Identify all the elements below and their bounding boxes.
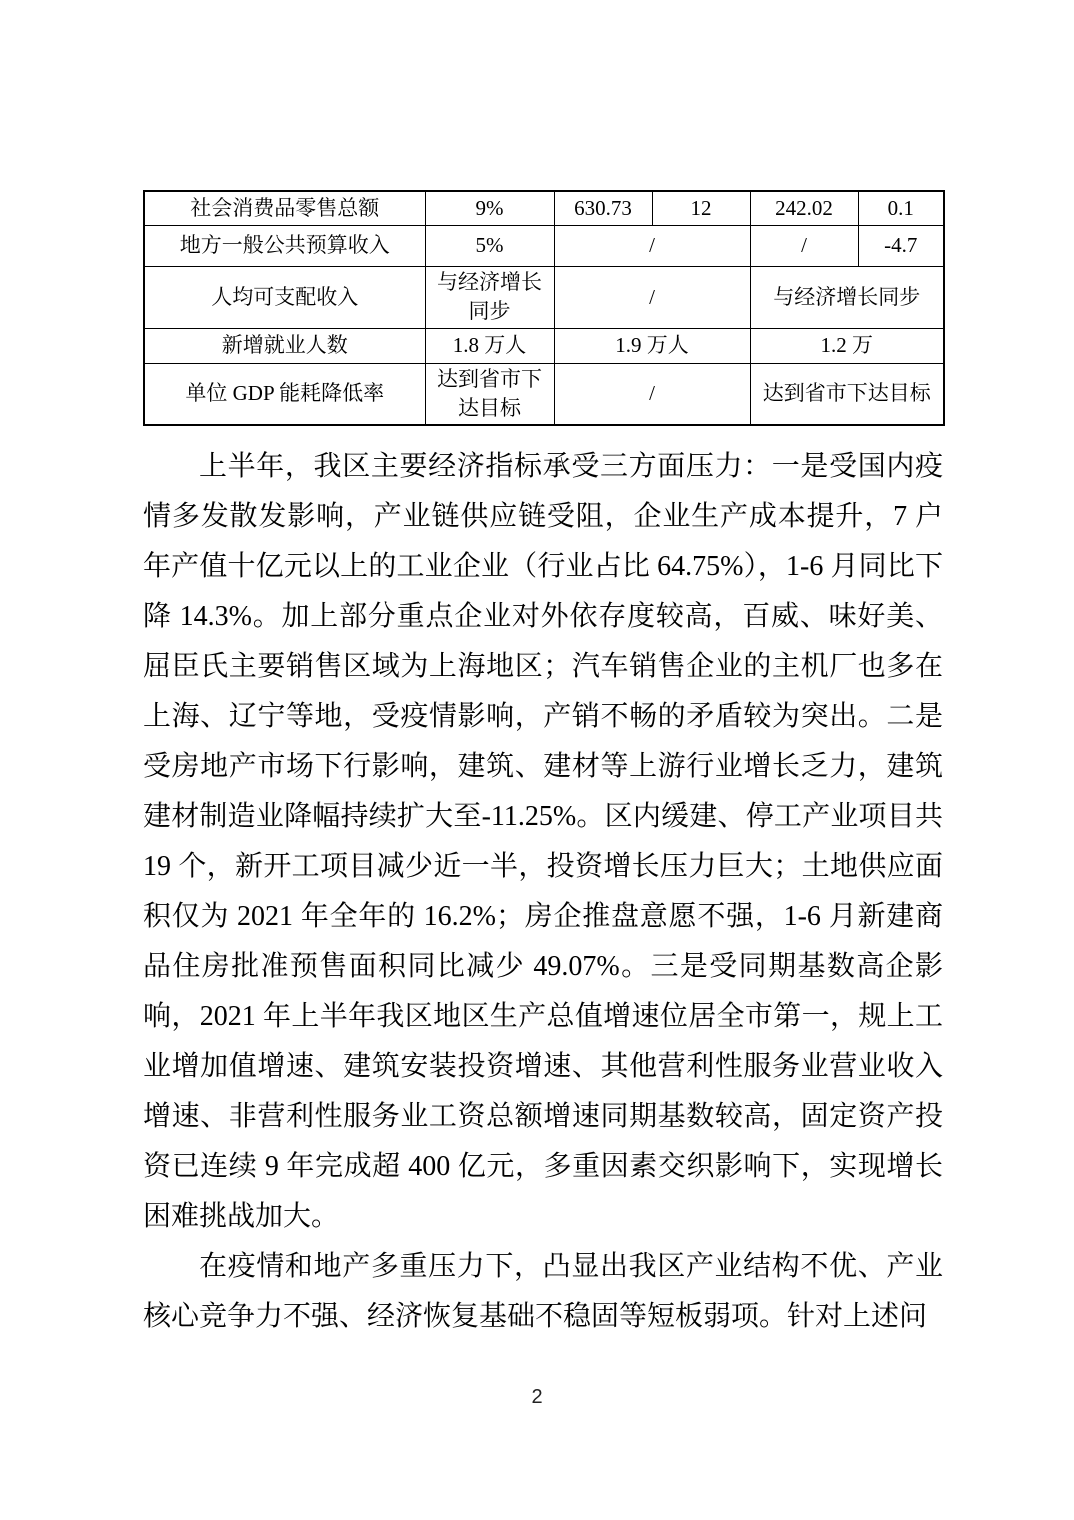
table-cell: 5%: [425, 225, 554, 266]
page-content: [143, 190, 943, 1342]
table-cell: /: [750, 225, 858, 266]
table-cell: 新增就业人数: [144, 328, 425, 363]
table-row: [144, 266, 944, 328]
table-cell: /: [554, 363, 750, 425]
indicator-table: [143, 190, 945, 426]
page-number: 2: [531, 1386, 543, 1408]
table-cell: 达到省市下达目标: [750, 363, 944, 425]
table-cell: 1.8 万人: [425, 328, 554, 363]
table-cell: 社会消费品零售总额: [144, 191, 425, 225]
table-row: [144, 328, 944, 363]
document-body: [143, 442, 943, 1342]
table-cell: 12: [652, 191, 750, 225]
table-row: [144, 363, 944, 425]
indicator-table-body: [144, 191, 944, 425]
table-cell: 9%: [425, 191, 554, 225]
table-cell: 630.73: [554, 191, 652, 225]
table-cell: 与经济增长同步: [750, 266, 944, 328]
table-cell: 242.02: [750, 191, 858, 225]
table-cell: 单位 GDP 能耗降低率: [144, 363, 425, 425]
body-paragraph: 在疫情和地产多重压力下，凸显出我区产业结构不优、产业核心竞争力不强、经济恢复基础不稳固等短板弱项。针对上述问: [143, 1251, 943, 1332]
table-cell: /: [554, 225, 750, 266]
table-cell: 人均可支配收入: [144, 266, 425, 328]
table-cell: 1.9 万人: [554, 328, 750, 363]
table-cell: 达到省市下达目标: [425, 363, 554, 425]
table-cell: 地方一般公共预算收入: [144, 225, 425, 266]
table-cell: 1.2 万: [750, 328, 944, 363]
table-cell: /: [554, 266, 750, 328]
table-cell: 0.1: [858, 191, 944, 225]
table-cell: 与经济增长同步: [425, 266, 554, 328]
table-row: [144, 191, 944, 225]
table-cell: -4.7: [858, 225, 944, 266]
table-row: [144, 225, 944, 266]
body-paragraph: 上半年，我区主要经济指标承受三方面压力：一是受国内疫情多发散发影响，产业链供应链受阻，企业生产成本提升，7 户年产值十亿元以上的工业企业（行业占比 64.75%），1-6 月同比下降 14.3%。加上部分重点企业对外依存度较高，百威、味好美、屈臣氏主要销售区域为上海地区；汽车销售企业的主机厂也多在上海、辽宁等地，受疫情影响，产销不畅的矛盾较为突出。二是受房地产市场下行影响，建筑、建材等上游行业增长乏力，建筑建材制造业降幅持续扩大至-11.25%。区内缓建、停工产业项目共 19 个，新开工项目减少近一半，投资增长压力巨大；土地供应面积仅为 2021 年全年的 16.2%；房企推盘意愿不强，1-6 月新建商品住房批准预售面积同比减少 49.07%。三是受同期基数高企影响，2021 年上半年我区地区生产总值增速位居全市第一，规上工业增加值增速、建筑安装投资增速、其他营利性服务业营业收入增速、非营利性服务业工资总额增速同期基数较高，固定资产投资已连续 9 年完成超 400 亿元，多重因素交织影响下，实现增长困难挑战加大。: [143, 451, 943, 1232]
